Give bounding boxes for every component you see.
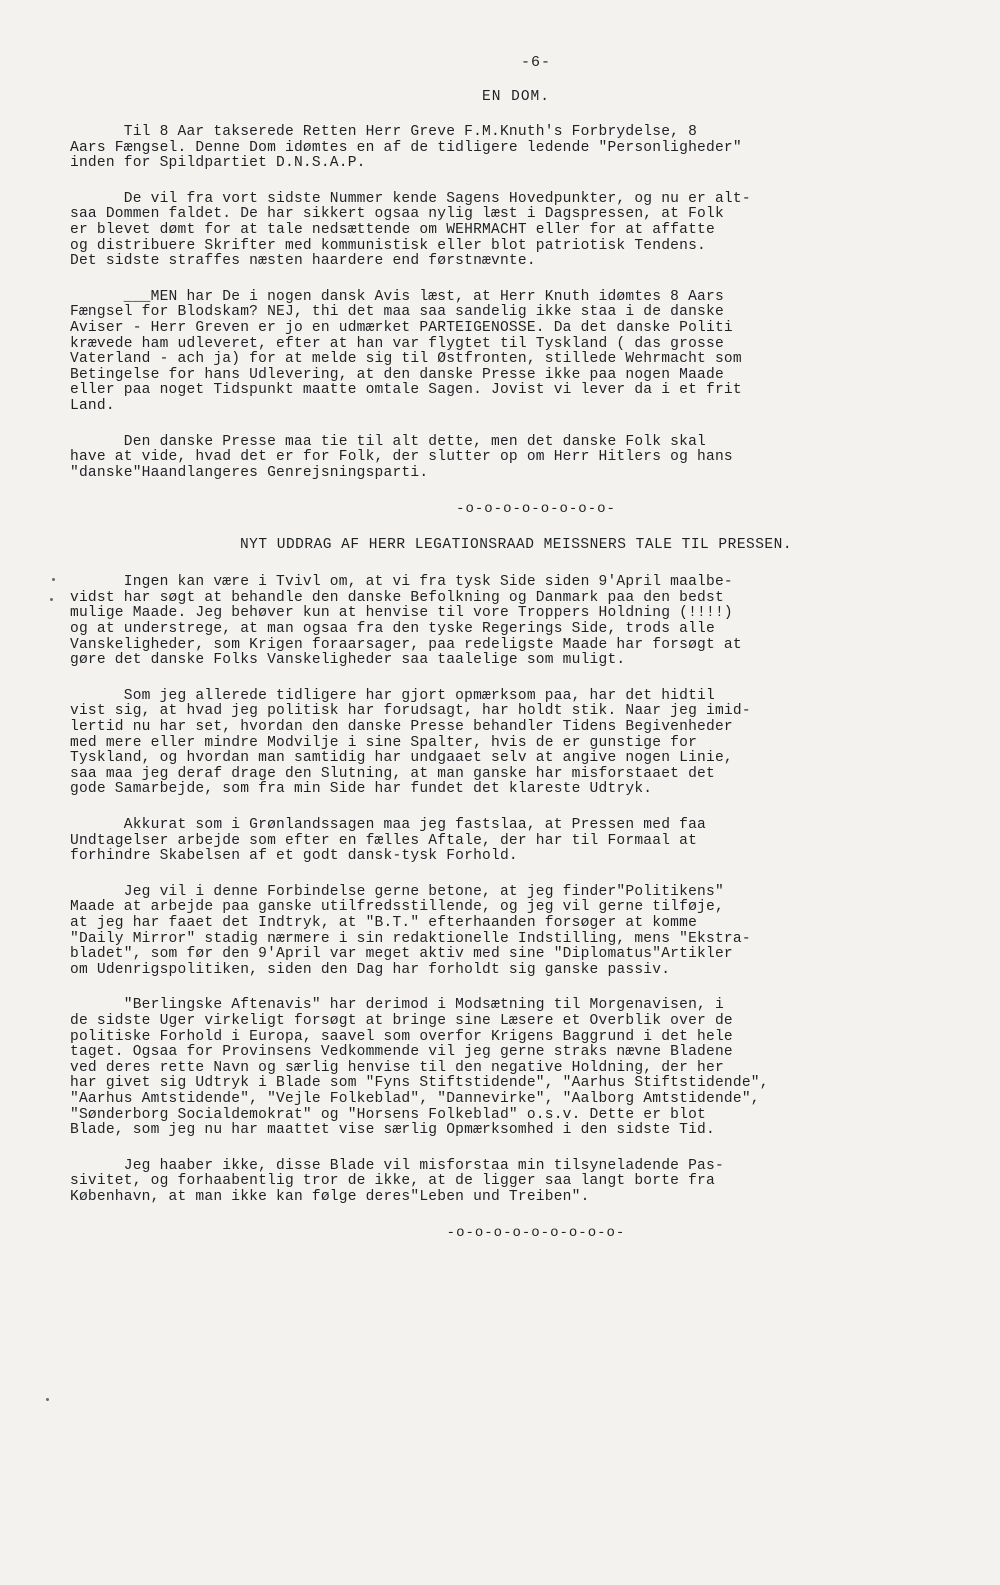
text-line: Maade at arbejde paa ganske utilfredsstillende, og jeg vil gerne tilføje,: [70, 899, 724, 916]
text-line: Tyskland, og hvordan man samtidig har undgaaet selv at angive nogen Linie,: [70, 750, 733, 767]
text-line: Akkurat som i Grønlandssagen maa jeg fastslaa, at Pressen med faa: [70, 817, 706, 833]
text-line: De vil fra vort sidste Nummer kende Sagens Hovedpunkter, og nu er alt-: [70, 190, 751, 207]
text-line: Ingen kan være i Tvivl om, at vi fra tysk Side siden 9'April maalbe-: [70, 574, 733, 591]
text-line: Blade, som jeg nu har maattet vise særlig Opmærksomhed i den sidste Tid.: [70, 1122, 715, 1139]
text-line: om Udenrigspolitiken, siden den Dag har forholdt sig ganske passiv.: [70, 961, 671, 978]
text-line: Til 8 Aar takserede Retten Herr Greve F.M.Knuth's Forbrydelse, 8: [70, 124, 698, 140]
paragraph: [70, 435, 962, 482]
text-line: Som jeg allerede tidligere har gjort opmærksom paa, har det hidtil: [70, 687, 715, 704]
text-line: have at vide, hvad det er for Folk, der slutter op om Herr Hitlers og hans: [70, 449, 733, 466]
text-line: Vanskeligheder, som Krigen foraarsager, paa redeligste Maade har forsøgt at: [70, 636, 742, 653]
text-line: "Daily Mirror" stadig nærmere i sin redaktionelle Indstilling, mens "Ekstra-: [70, 930, 751, 947]
text-line: Fængsel for Blodskam? NEJ, thi det maa saa sandelig ikke staa i de danske: [70, 304, 724, 321]
text-line: Jeg vil i denne Forbindelse gerne betone, at jeg finder"Politikens": [70, 883, 724, 900]
text-line: har givet sig Udtryk i Blade som "Fyns Stiftstidende", "Aarhus Stiftstidende",: [70, 1075, 769, 1092]
text-line: og distribuere Skrifter med kommunistisk eller blot patriotisk Tendens.: [70, 237, 706, 254]
article-body-2: [70, 575, 962, 1205]
paragraph: [70, 575, 962, 669]
text-line: Det sidste straffes næsten haardere end førstnævnte.: [70, 253, 536, 270]
text-line: vidst har søgt at behandle den danske Befolkning og Danmark paa den bedst: [70, 589, 724, 606]
section-divider: -o-o-o-o-o-o-o-o-: [456, 501, 616, 518]
text-line: er blevet dømt for at tale nedsættende om WEHRMACHT eller for at affatte: [70, 221, 715, 238]
article-body-1: [70, 125, 962, 481]
text-line: de sidste Uger virkeligt forsøgt at bringe sine Læsere et Overblik over de: [70, 1012, 733, 1029]
text-line: "Aarhus Amtstidende", "Vejle Folkeblad", "Dannevirke", "Aalborg Amtstidende",: [70, 1090, 760, 1107]
text-line: vist sig, at hvad jeg politisk har forudsagt, har holdt stik. Naar jeg imid-: [70, 703, 751, 720]
text-line: Vaterland - ach ja) for at melde sig til Østfronten, stillede Wehrmacht som: [70, 351, 742, 368]
text-line: gode Samarbejde, som fra min Side har fundet det klareste Udtryk.: [70, 781, 653, 798]
article-title: EN DOM.: [482, 89, 550, 105]
paragraph: [70, 125, 962, 172]
text-line: at jeg har faaet det Indtryk, at "B.T." efterhaanden forsøger at komme: [70, 914, 698, 931]
text-line: saa Dommen faldet. De har sikkert ogsaa nylig læst i Dagspressen, at Folk: [70, 206, 724, 223]
text-line: og at understrege, at man ogsaa fra den tyske Regerings Side, trods alle: [70, 621, 715, 638]
text-line: Undtagelser arbejde som efter en fælles Aftale, der har til Formaal at: [70, 832, 698, 849]
text-line: med mere eller mindre Modvilje i sine Spalter, hvis de er gunstige for: [70, 734, 698, 751]
text-line: Aars Fængsel. Denne Dom idømtes en af de tidligere ledende "Personligheder": [70, 139, 742, 156]
text-line: politiske Forhold i Europa, saavel som overfor Krigens Baggrund i det hele: [70, 1028, 733, 1045]
text-line: sivitet, og forhaabentlig tror de ikke, at de ligger saa langt borte fra: [70, 1173, 715, 1190]
text-line: lertid nu har set, hvordan den danske Presse behandler Tidens Begivenheder: [70, 719, 733, 736]
end-divider: -o-o-o-o-o-o-o-o-o-: [446, 1225, 626, 1242]
paragraph: [70, 998, 962, 1138]
paragraph: [70, 192, 962, 270]
text-line: gøre det danske Folks Vanskeligheder saa taalelige som muligt.: [70, 652, 626, 669]
text-line: krævede ham udleveret, efter at han var flygtet til Tyskland ( das grosse: [70, 335, 724, 352]
text-line: forhindre Skabelsen af et godt dansk-tysk Forhold.: [70, 848, 518, 865]
text-line: Land.: [70, 397, 115, 414]
text-line: Den danske Presse maa tie til alt dette, men det danske Folk skal: [70, 433, 706, 450]
text-line: Jeg haaber ikke, disse Blade vil misforstaa min tilsyneladende Pas-: [70, 1157, 724, 1174]
text-line: eller paa noget Tidspunkt maatte omtale Sagen. Jovist vi lever da i et frit: [70, 382, 742, 399]
text-line: bladet", som før den 9'April var meget aktiv med sine "Diplomatus"Artikler: [70, 946, 733, 963]
text-line: Betingelse for hans Udlevering, at den danske Presse ikke paa nogen Maade: [70, 366, 724, 383]
text-line: mulige Maade. Jeg behøver kun at henvise til vore Troppers Holdning (!!!!): [70, 605, 733, 622]
paragraph: [70, 885, 962, 979]
page-number: -6-: [520, 54, 551, 71]
text-line: "Berlingske Aftenavis" har derimod i Modsætning til Morgenavisen, i: [70, 997, 724, 1014]
text-line: saa maa jeg deraf drage den Slutning, at man ganske har misforstaaet det: [70, 765, 715, 782]
text-line: "Sønderborg Socialdemokrat" og "Horsens Folkeblad" o.s.v. Dette er blot: [70, 1106, 706, 1123]
text-line: ved deres rette Navn og særlig henvise til den negative Holdning, der her: [70, 1059, 724, 1076]
article-heading-2: NYT UDDRAG AF HERR LEGATIONSRAAD MEISSNERS TALE TIL PRESSEN.: [239, 537, 793, 554]
text-line: Aviser - Herr Greven er jo en udmærket PARTEIGENOSSE. Da det danske Politi: [70, 319, 733, 336]
text-line: København, at man ikke kan følge deres"Leben und Treiben".: [70, 1188, 590, 1205]
text-line: taget. Ogsaa for Provinsens Vedkommende vil jeg gerne straks nævne Bladene: [70, 1044, 733, 1061]
text-line: "danske"Haandlangeres Genrejsningsparti.: [70, 464, 429, 481]
paragraph: [70, 818, 962, 865]
text-line: ___MEN har De i nogen dansk Avis læst, at Herr Knuth idømtes 8 Aars: [70, 288, 724, 305]
paragraph: [70, 1159, 962, 1206]
paragraph: [70, 290, 962, 415]
paragraph: [70, 689, 962, 798]
text-line: inden for Spildpartiet D.N.S.A.P.: [70, 155, 366, 172]
